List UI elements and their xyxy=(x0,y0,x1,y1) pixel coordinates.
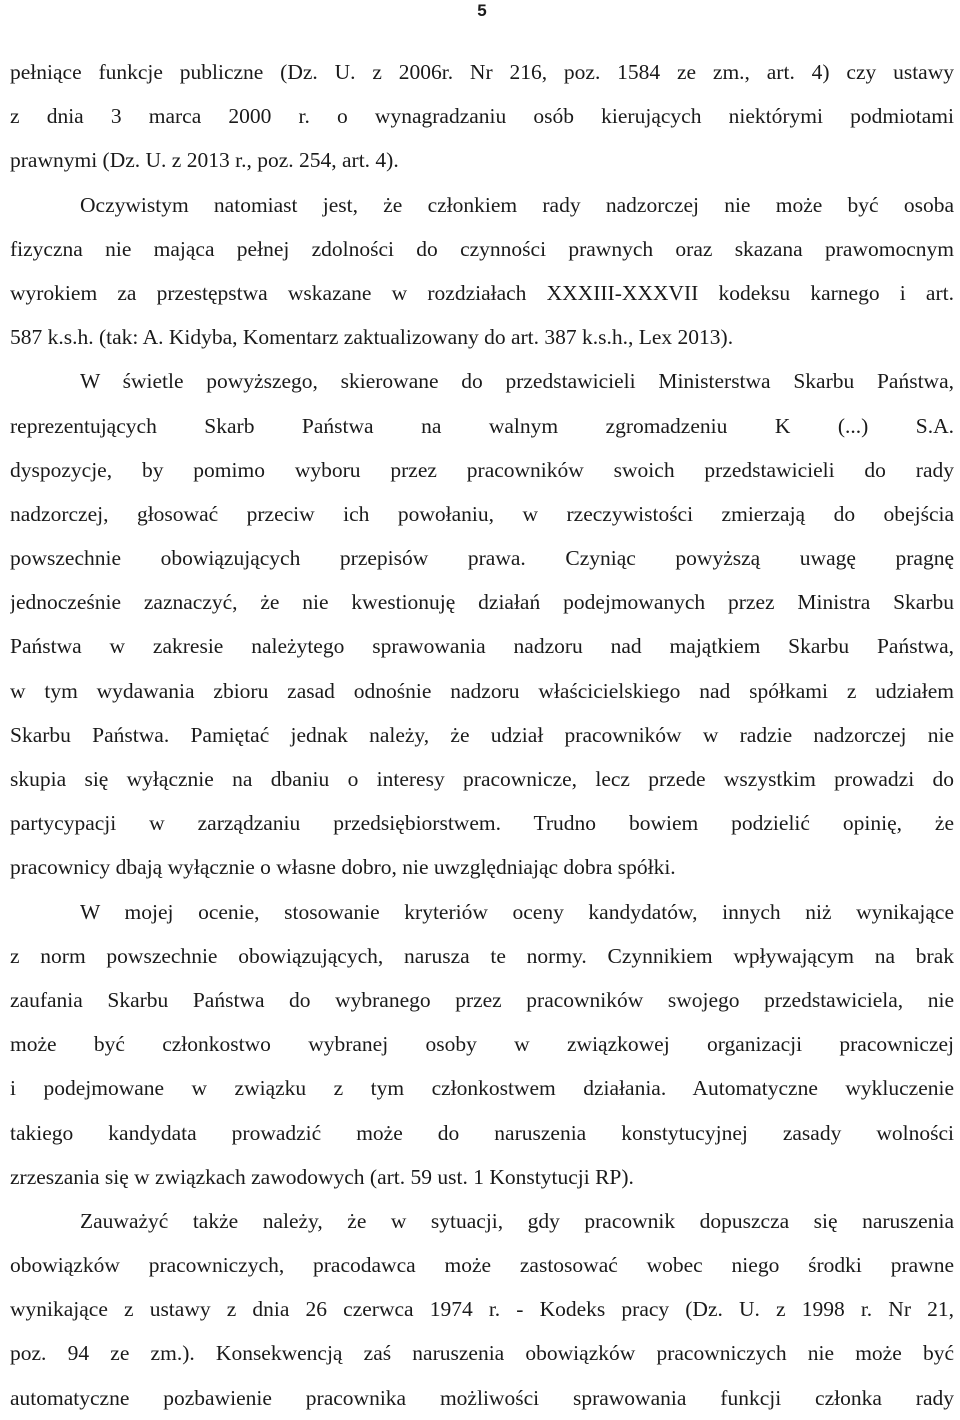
text-line: reprezentujących Skarb Państwa na walnym zgromadzeniu K (...) S.A. xyxy=(10,413,954,438)
text-line: z norm powszechnie obowiązujących, narusza te normy. Czynnikiem wpływającym na brak xyxy=(10,943,954,968)
text-line: obowiązków pracowniczych, pracodawca może zastosować wobec niego środki prawne xyxy=(10,1253,954,1278)
text-line: zaufania Skarbu Państwa do wybranego przez pracowników swojego przedstawiciela, nie xyxy=(10,987,954,1012)
text-line: pracownicy dbają wyłącznie o własne dobro, nie uwzględniając dobra spółki. xyxy=(10,855,676,880)
paragraph-1 xyxy=(10,50,954,183)
text-line: automatyczne pozbawienie pracownika możliwości sprawowania funkcji członka rady xyxy=(10,1385,954,1410)
text-line: może być członkostwo wybranej osoby w związkowej organizacji pracowniczej xyxy=(10,1032,954,1057)
text-line: prawnymi (Dz. U. z 2013 r., poz. 254, art. 4). xyxy=(10,148,399,173)
text-line: W świetle powyższego, skierowane do przedstawicieli Ministerstwa Skarbu Państwa, xyxy=(80,369,954,394)
paragraph-5 xyxy=(10,1199,954,1420)
text-line: w tym wydawania zbioru zasad odnośnie nadzoru właścicielskiego nad spółkami z udziałem xyxy=(10,678,954,703)
paragraph-4 xyxy=(10,890,954,1199)
text-line: dyspozycje, by pomimo wyboru przez pracowników swoich przedstawicieli do rady xyxy=(10,457,954,482)
text-line: wyrokiem za przestępstwa wskazane w rozdziałach XXXIII-XXXVII kodeksu karnego i art. xyxy=(10,280,954,305)
text-line: 587 k.s.h. (tak: A. Kidyba, Komentarz zaktualizowany do art. 387 k.s.h., Lex 2013). xyxy=(10,325,734,350)
text-line: skupia się wyłącznie na dbaniu o interesy pracownicze, lecz przede wszystkim prowadzi do xyxy=(10,767,954,791)
text-line: partycypacji w zarządzaniu przedsiębiorstwem. Trudno bowiem podzielić opinię, że xyxy=(10,811,954,836)
text-line: zrzeszania się w związkach zawodowych (art. 59 ust. 1 Konstytucji RP). xyxy=(10,1164,634,1189)
text-line: W mojej ocenie, stosowanie kryteriów oceny kandydatów, innych niż wynikające xyxy=(80,899,954,924)
text-line: powszechnie obowiązujących przepisów prawa. Czyniąc powyższą uwagę pragnę xyxy=(10,546,954,571)
paragraph-3 xyxy=(10,359,954,889)
text-line: Oczywistym natomiast jest, że członkiem rady nadzorczej nie może być osoba xyxy=(80,192,954,217)
text-line: nadzorczej, głosować przeciw ich powołaniu, w rzeczywistości zmierzają do obejścia xyxy=(10,501,954,526)
text-line: Państwa w zakresie należytego sprawowania nadzoru nad majątkiem Skarbu Państwa, xyxy=(10,634,954,659)
document-body xyxy=(10,50,954,1420)
text-line: wynikające z ustawy z dnia 26 czerwca 1974 r. - Kodeks pracy (Dz. U. z 1998 r. Nr 21, xyxy=(10,1297,954,1322)
page-number: 5 xyxy=(477,1,487,20)
text-line: poz. 94 ze zm.). Konsekwencją zaś naruszenia obowiązków pracowniczych nie może być xyxy=(10,1341,954,1366)
text-line: z dnia 3 marca 2000 r. o wynagradzaniu osób kierujących niektórymi podmiotami xyxy=(10,104,954,129)
text-line: pełniące funkcje publiczne (Dz. U. z 2006r. Nr 216, poz. 1584 ze zm., art. 4) czy ustawy xyxy=(10,60,954,84)
text-line: jednocześnie zaznaczyć, że nie kwestionuję działań podejmowanych przez Ministra Skarbu xyxy=(10,590,954,615)
text-line: takiego kandydata prowadzić może do naruszenia konstytucyjnej zasady wolności xyxy=(10,1120,954,1145)
text-line: fizyczna nie mająca pełnej zdolności do czynności prawnych oraz skazana prawomocnym xyxy=(10,236,954,261)
paragraph-2 xyxy=(10,183,954,360)
text-line: i podejmowane w związku z tym członkostwem działania. Automatyczne wykluczenie xyxy=(10,1076,954,1101)
text-line: Zauważyć także należy, że w sytuacji, gdy pracownik dopuszcza się naruszenia xyxy=(80,1208,954,1233)
text-line: Skarbu Państwa. Pamiętać jednak należy, że udział pracowników w radzie nadzorczej nie xyxy=(10,722,954,747)
